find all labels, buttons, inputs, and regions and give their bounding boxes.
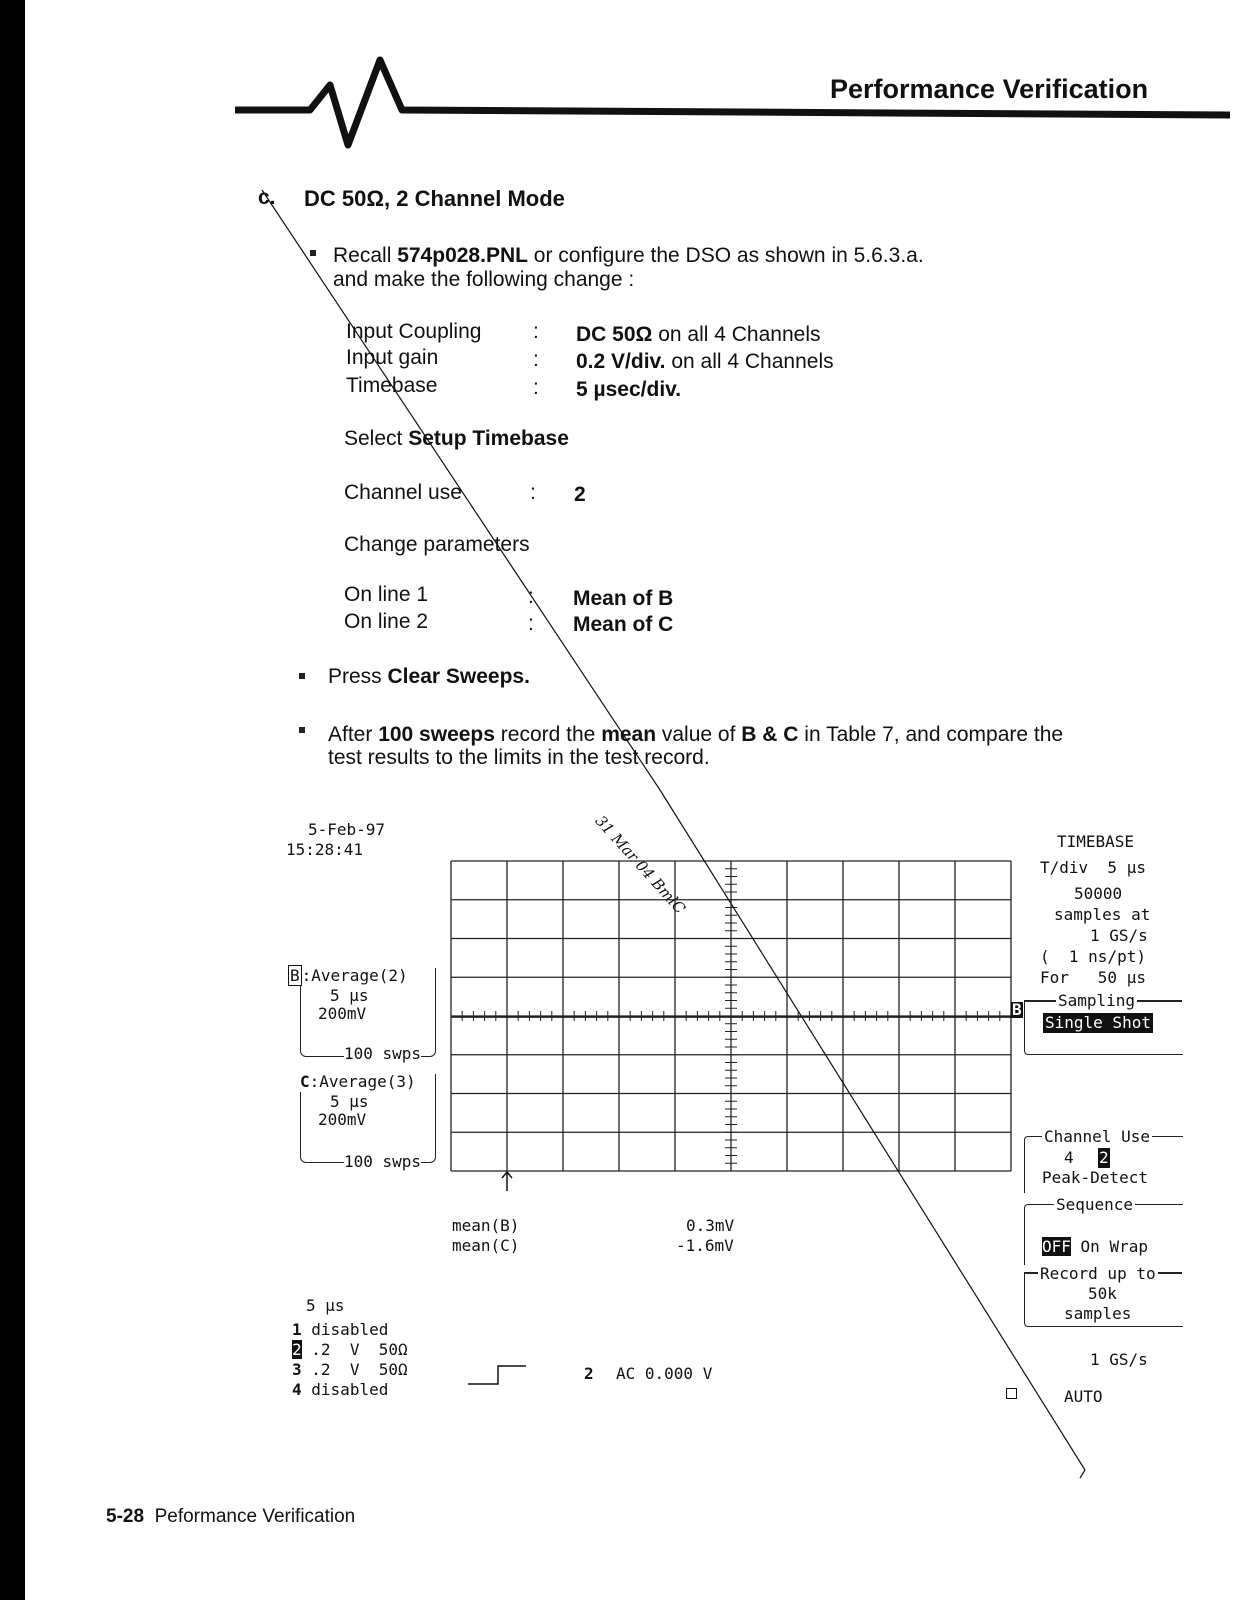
mean-c-value: -1.6mV [676, 1236, 734, 1255]
sequence-off[interactable]: OFF [1042, 1237, 1071, 1256]
channel-row [292, 1380, 388, 1400]
ns-per-point: ( 1 ns/pt) [1040, 947, 1146, 966]
after-bold-1: 100 sweeps [378, 723, 495, 746]
after-line [328, 723, 1063, 747]
bottom-sample-rate: 1 GS/s [1090, 1350, 1148, 1369]
footer-title: Peformance Verification [154, 1506, 356, 1527]
scope-time: 15:28:41 [286, 840, 364, 859]
select-pre: Select [344, 427, 409, 450]
section-marker: c. [258, 186, 276, 209]
colon: : [528, 612, 534, 635]
trace-c-sweeps: 100 swps [344, 1152, 422, 1171]
colon: : [533, 348, 539, 371]
scope-date: 5-Feb-97 [308, 820, 386, 839]
setting-value-rest: on all 4 Channels [652, 323, 821, 346]
setting-value-bold: 5 µsec/div. [576, 378, 682, 401]
handwritten-annotation: 31 Mar 04 BmlC [591, 812, 689, 918]
channel-use-label: Channel use [344, 481, 462, 504]
scope-grid [450, 860, 1012, 1172]
trace-c-label [300, 1072, 416, 1092]
sample-rate: 1 GS/s [1090, 926, 1148, 945]
setting-value [576, 378, 681, 402]
bullet [310, 250, 316, 256]
section-title: DC 50Ω, 2 Channel Mode [304, 186, 565, 211]
trigger-mode: AUTO [1064, 1387, 1103, 1406]
channel-use-title: Channel Use [1044, 1127, 1150, 1146]
sequence-on-wrap[interactable]: On Wrap [1070, 1237, 1148, 1256]
mean-b-label: mean(B) [452, 1216, 520, 1235]
after-rest: in Table 7, and compare the [798, 723, 1064, 746]
setting-value [576, 323, 821, 347]
recall-file: 574p028.PNL [397, 244, 528, 267]
press-pre: Press [328, 665, 388, 688]
trace-c-label-text: :Average(3) [309, 1072, 416, 1091]
footer-page-number: 5-28 [106, 1506, 145, 1527]
select-line [344, 427, 569, 451]
sampling-title: Sampling [1058, 991, 1136, 1010]
colon: : [533, 376, 539, 399]
channel-use-opt-2[interactable]: 2 [1099, 1148, 1109, 1167]
press-bold: Clear Sweeps. [387, 665, 530, 688]
after-pre: After [328, 723, 379, 746]
trace-b-label-text: :Average(2) [301, 966, 408, 985]
trace-b-time: 5 µs [330, 986, 369, 1005]
line-value: Mean of B [573, 587, 674, 610]
channel-row [292, 1340, 408, 1360]
line-label: On line 1 [344, 583, 429, 606]
left-border-bar [0, 0, 25, 1600]
channel-num: 4 [292, 1380, 302, 1399]
colon: : [530, 481, 536, 504]
trace-b-label [288, 966, 408, 986]
channel-text: disabled [311, 1320, 389, 1339]
recall-line [333, 244, 924, 268]
recall-pre: Recall [333, 244, 398, 267]
setting-label: Input gain [346, 346, 439, 369]
page-header-title: Performance Verification [830, 74, 1149, 104]
sampling-value[interactable]: Single Shot [1045, 1013, 1151, 1032]
trigger-channel: 2 [584, 1364, 594, 1383]
change-parameters: Change parameters [344, 533, 530, 556]
press-line [328, 665, 530, 689]
time-per-div: 5 µs [306, 1296, 345, 1315]
recall-line-2: and make the following change : [333, 268, 635, 291]
setting-value-bold: DC 50Ω [576, 323, 653, 346]
trace-c-volts: 200mV [318, 1110, 367, 1129]
after-bold-3: B & C [741, 723, 799, 746]
after-bold-2: mean [601, 723, 657, 746]
trace-b-sweeps: 100 swps [344, 1044, 422, 1063]
after-line-2: test results to the limits in the test record. [328, 746, 710, 769]
mean-c-label: mean(C) [452, 1236, 520, 1255]
after-mid-1: record the [494, 723, 602, 746]
bullet [299, 673, 305, 679]
after-mid-2: value of [656, 723, 742, 746]
samples-at: samples at [1054, 905, 1151, 924]
sequence-title: Sequence [1056, 1195, 1134, 1214]
channel-row [292, 1360, 408, 1380]
setting-value [576, 350, 834, 374]
footer [106, 1506, 355, 1528]
header-pulse-logo [230, 55, 1230, 165]
channel-use-opt-4[interactable]: 4 [1064, 1148, 1074, 1167]
colon: : [528, 585, 534, 608]
bullet [299, 727, 305, 733]
samples-count: 50000 [1074, 884, 1123, 903]
trace-b-marker: B [1012, 1000, 1022, 1019]
sequence-options[interactable] [1042, 1237, 1148, 1257]
recall-post: or configure the DSO as shown in 5.6.3.a. [527, 244, 924, 267]
trace-b-volts: 200mV [318, 1004, 367, 1023]
timebase-title: TIMEBASE [1057, 832, 1135, 851]
channel-row [292, 1320, 388, 1340]
channel-num: 1 [292, 1320, 302, 1339]
stop-square-icon [1006, 1388, 1017, 1399]
channel-num: 2 [292, 1340, 302, 1359]
setting-label: Input Coupling [346, 320, 482, 343]
line-value: Mean of C [573, 613, 674, 636]
record-value: 50k [1088, 1284, 1117, 1303]
setting-value-bold: 0.2 V/div. [576, 350, 666, 373]
setting-label: Timebase [346, 374, 438, 397]
line-label: On line 2 [344, 610, 429, 633]
trigger-edge-icon [468, 1364, 528, 1386]
mean-b-value: 0.3mV [686, 1216, 735, 1235]
channel-text: disabled [311, 1380, 389, 1399]
record-unit: samples [1064, 1304, 1132, 1323]
peak-detect[interactable]: Peak-Detect [1042, 1168, 1148, 1187]
tdiv: T/div 5 µs [1040, 858, 1146, 877]
trace-b-id: B [290, 966, 300, 985]
trace-c-time: 5 µs [330, 1092, 369, 1111]
setting-value-rest: on all 4 Channels [665, 350, 834, 373]
trace-c-id: C [300, 1072, 310, 1091]
for-duration: For 50 µs [1040, 968, 1146, 987]
channel-text: .2 V 50Ω [311, 1360, 408, 1379]
select-bold: Setup Timebase [408, 427, 569, 450]
channel-num: 3 [292, 1360, 302, 1379]
trigger-arrow-icon [500, 1170, 514, 1192]
colon: : [533, 320, 539, 343]
channel-use-value: 2 [574, 483, 586, 506]
channel-text: .2 V 50Ω [311, 1340, 408, 1359]
record-title: Record up to [1040, 1264, 1156, 1283]
trigger-text: AC 0.000 V [616, 1364, 713, 1383]
